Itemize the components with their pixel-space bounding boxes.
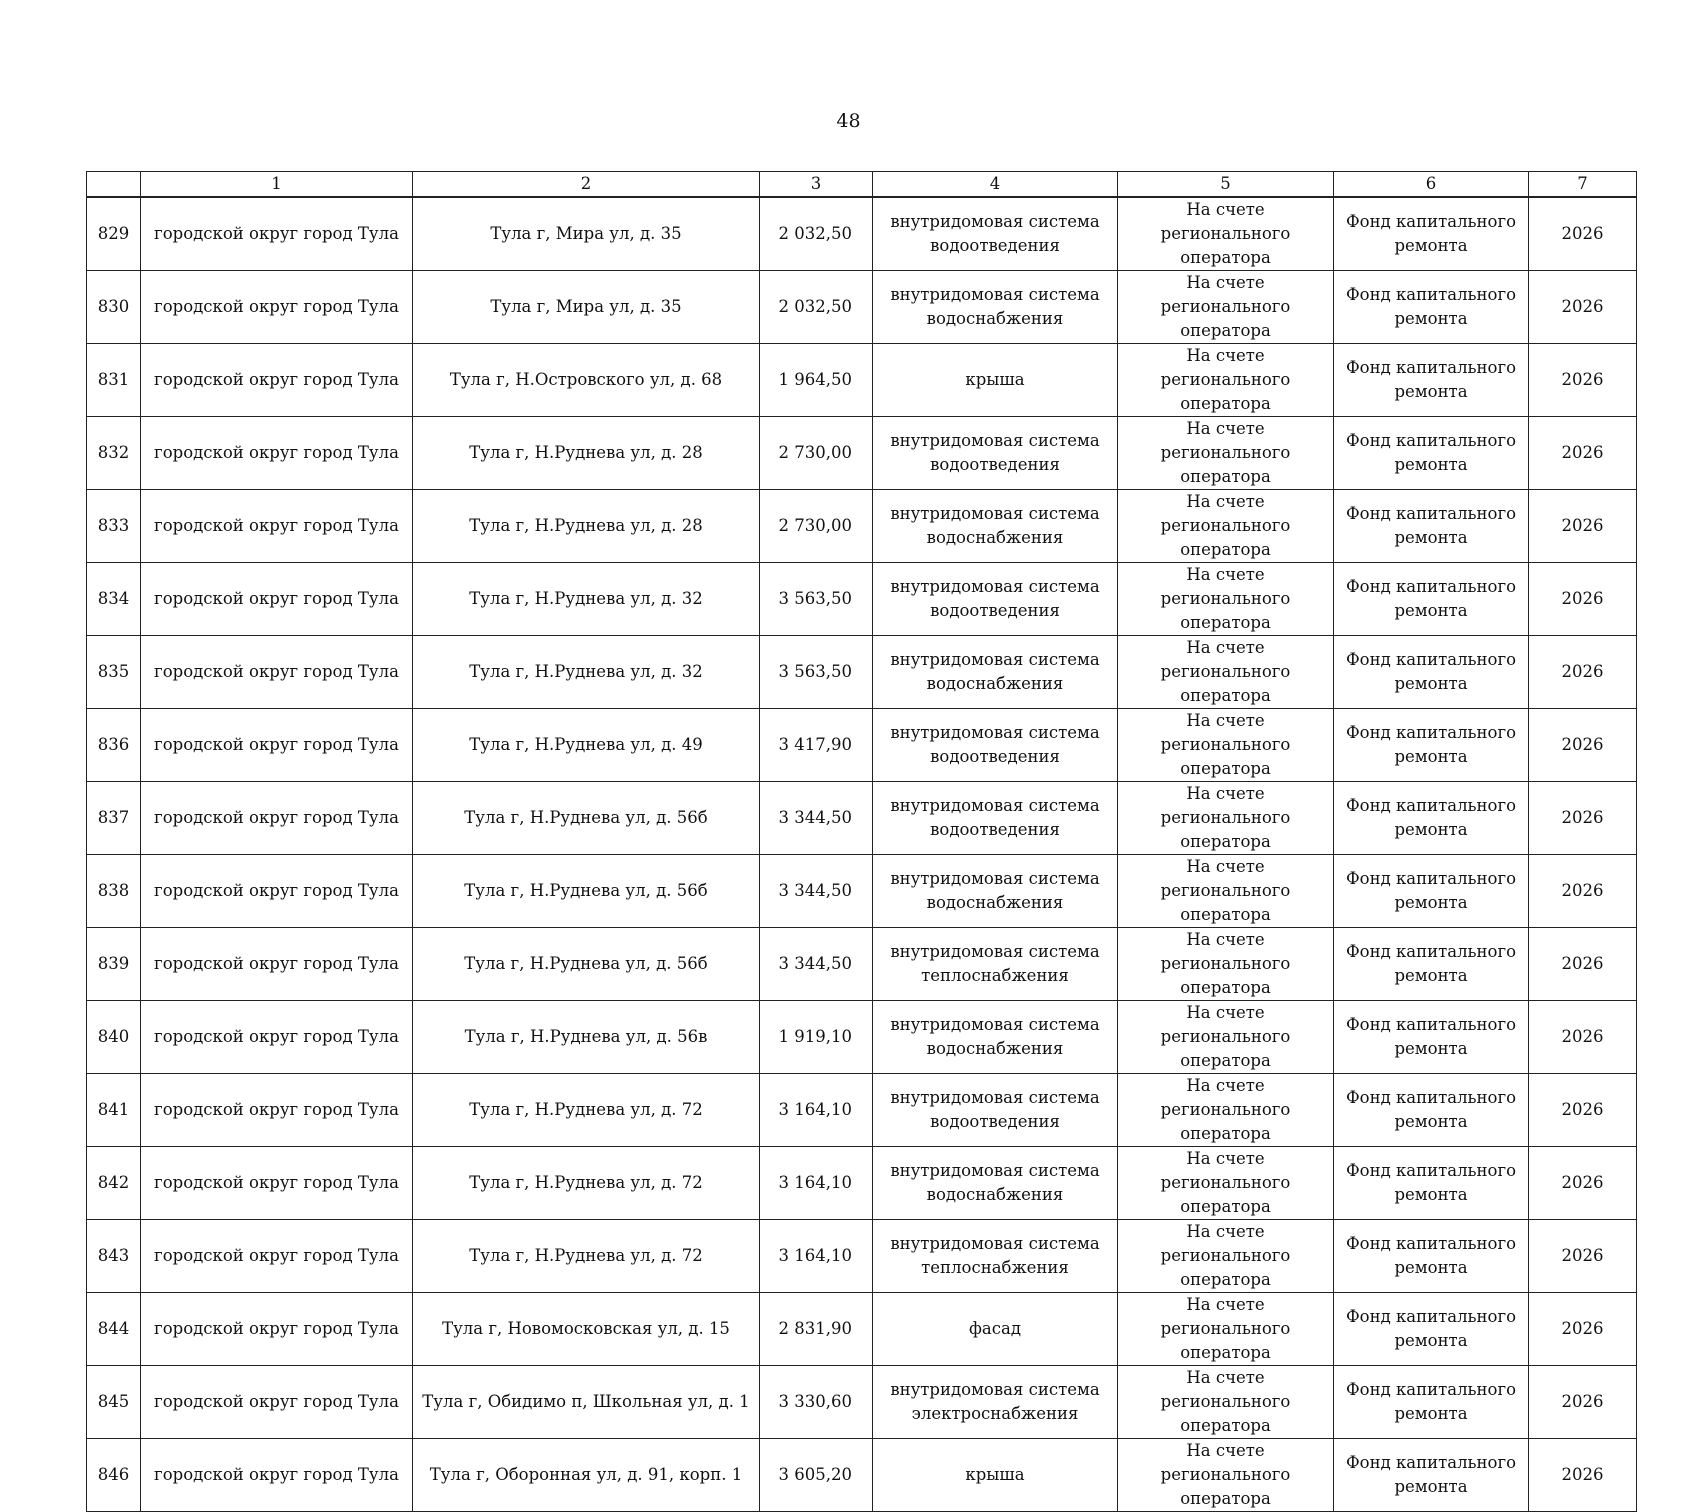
system-cell: крыша xyxy=(873,1439,1118,1512)
fund-cell: Фонд капитального ремонта xyxy=(1334,1147,1529,1220)
column-header: 1 xyxy=(141,172,413,198)
cost-cell: 3 344,50 xyxy=(760,928,873,1001)
table-row xyxy=(87,344,1637,417)
table-row xyxy=(87,563,1637,636)
year-cell: 2026 xyxy=(1529,1001,1637,1074)
cost-cell: 3 330,60 xyxy=(760,1366,873,1439)
account-cell: На счете регионального оператора xyxy=(1118,417,1334,490)
account-cell: На счете регионального оператора xyxy=(1118,1074,1334,1147)
column-header: 6 xyxy=(1334,172,1529,198)
municipality-cell: городской округ город Тула xyxy=(141,271,413,344)
address-cell: Тула г, Оборонная ул, д. 91, корп. 1 xyxy=(413,1439,760,1512)
cost-cell: 3 605,20 xyxy=(760,1439,873,1512)
fund-cell: Фонд капитального ремонта xyxy=(1334,1439,1529,1512)
municipality-cell: городской округ город Тула xyxy=(141,855,413,928)
municipality-cell: городской округ город Тула xyxy=(141,636,413,709)
account-cell: На счете регионального оператора xyxy=(1118,855,1334,928)
table-row xyxy=(87,1147,1637,1220)
row-number-cell: 832 xyxy=(87,417,141,490)
year-cell: 2026 xyxy=(1529,855,1637,928)
municipality-cell: городской округ город Тула xyxy=(141,1439,413,1512)
column-header: 3 xyxy=(760,172,873,198)
table-row xyxy=(87,928,1637,1001)
year-cell: 2026 xyxy=(1529,782,1637,855)
municipality-cell: городской округ город Тула xyxy=(141,1074,413,1147)
address-cell: Тула г, Обидимо п, Школьная ул, д. 1 xyxy=(413,1366,760,1439)
fund-cell: Фонд капитального ремонта xyxy=(1334,1366,1529,1439)
address-cell: Тула г, Н.Руднева ул, д. 28 xyxy=(413,490,760,563)
cost-cell: 1 964,50 xyxy=(760,344,873,417)
row-number-cell: 844 xyxy=(87,1293,141,1366)
year-cell: 2026 xyxy=(1529,1074,1637,1147)
address-cell: Тула г, Н.Руднева ул, д. 72 xyxy=(413,1147,760,1220)
address-cell: Тула г, Н.Руднева ул, д. 28 xyxy=(413,417,760,490)
row-number-cell: 845 xyxy=(87,1366,141,1439)
account-cell: На счете регионального оператора xyxy=(1118,271,1334,344)
table-row xyxy=(87,1220,1637,1293)
account-cell: На счете регионального оператора xyxy=(1118,1220,1334,1293)
account-cell: На счете регионального оператора xyxy=(1118,1366,1334,1439)
fund-cell: Фонд капитального ремонта xyxy=(1334,197,1529,271)
system-cell: внутридомовая система водоснабжения xyxy=(873,636,1118,709)
table-row xyxy=(87,417,1637,490)
system-cell: внутридомовая система водоотведения xyxy=(873,709,1118,782)
address-cell: Тула г, Н.Руднева ул, д. 56в xyxy=(413,1001,760,1074)
fund-cell: Фонд капитального ремонта xyxy=(1334,271,1529,344)
system-cell: внутридомовая система электроснабжения xyxy=(873,1366,1118,1439)
cost-cell: 3 164,10 xyxy=(760,1220,873,1293)
column-header: 4 xyxy=(873,172,1118,198)
year-cell: 2026 xyxy=(1529,197,1637,271)
system-cell: внутридомовая система водоотведения xyxy=(873,1074,1118,1147)
municipality-cell: городской округ город Тула xyxy=(141,1001,413,1074)
column-header: 7 xyxy=(1529,172,1637,198)
account-cell: На счете регионального оператора xyxy=(1118,709,1334,782)
address-cell: Тула г, Н.Руднева ул, д. 32 xyxy=(413,636,760,709)
account-cell: На счете регионального оператора xyxy=(1118,563,1334,636)
system-cell: крыша xyxy=(873,344,1118,417)
fund-cell: Фонд капитального ремонта xyxy=(1334,490,1529,563)
address-cell: Тула г, Н.Руднева ул, д. 56б xyxy=(413,928,760,1001)
row-number-cell: 846 xyxy=(87,1439,141,1512)
account-cell: На счете регионального оператора xyxy=(1118,1439,1334,1512)
account-cell: На счете регионального оператора xyxy=(1118,1147,1334,1220)
fund-cell: Фонд капитального ремонта xyxy=(1334,1074,1529,1147)
municipality-cell: городской округ город Тула xyxy=(141,490,413,563)
cost-cell: 3 164,10 xyxy=(760,1147,873,1220)
row-number-cell: 843 xyxy=(87,1220,141,1293)
municipality-cell: городской округ город Тула xyxy=(141,709,413,782)
row-number-cell: 840 xyxy=(87,1001,141,1074)
account-cell: На счете регионального оператора xyxy=(1118,928,1334,1001)
table-row xyxy=(87,855,1637,928)
address-cell: Тула г, Н.Руднева ул, д. 56б xyxy=(413,855,760,928)
table-row xyxy=(87,1439,1637,1512)
cost-cell: 2 730,00 xyxy=(760,417,873,490)
system-cell: внутридомовая система водоотведения xyxy=(873,417,1118,490)
cost-cell: 3 417,90 xyxy=(760,709,873,782)
address-cell: Тула г, Н.Руднева ул, д. 56б xyxy=(413,782,760,855)
cost-cell: 3 344,50 xyxy=(760,782,873,855)
fund-cell: Фонд капитального ремонта xyxy=(1334,563,1529,636)
system-cell: внутридомовая система водоснабжения xyxy=(873,855,1118,928)
municipality-cell: городской округ город Тула xyxy=(141,563,413,636)
year-cell: 2026 xyxy=(1529,490,1637,563)
system-cell: внутридомовая система водоснабжения xyxy=(873,271,1118,344)
row-number-cell: 829 xyxy=(87,197,141,271)
row-number-cell: 836 xyxy=(87,709,141,782)
year-cell: 2026 xyxy=(1529,709,1637,782)
fund-cell: Фонд капитального ремонта xyxy=(1334,855,1529,928)
row-number-cell: 833 xyxy=(87,490,141,563)
account-cell: На счете регионального оператора xyxy=(1118,490,1334,563)
cost-cell: 3 563,50 xyxy=(760,636,873,709)
cost-cell: 3 563,50 xyxy=(760,563,873,636)
address-cell: Тула г, Н.Руднева ул, д. 32 xyxy=(413,563,760,636)
cost-cell: 2 032,50 xyxy=(760,271,873,344)
year-cell: 2026 xyxy=(1529,1220,1637,1293)
table-header-row xyxy=(87,172,1637,198)
system-cell: внутридомовая система водоснабжения xyxy=(873,490,1118,563)
year-cell: 2026 xyxy=(1529,1147,1637,1220)
address-cell: Тула г, Н.Руднева ул, д. 72 xyxy=(413,1220,760,1293)
system-cell: внутридомовая система водоснабжения xyxy=(873,1001,1118,1074)
account-cell: На счете регионального оператора xyxy=(1118,197,1334,271)
year-cell: 2026 xyxy=(1529,928,1637,1001)
row-number-cell: 834 xyxy=(87,563,141,636)
row-number-cell: 838 xyxy=(87,855,141,928)
year-cell: 2026 xyxy=(1529,636,1637,709)
table-row xyxy=(87,1366,1637,1439)
column-header: 2 xyxy=(413,172,760,198)
table-row xyxy=(87,271,1637,344)
account-cell: На счете регионального оператора xyxy=(1118,1293,1334,1366)
table-row xyxy=(87,1001,1637,1074)
address-cell: Тула г, Мира ул, д. 35 xyxy=(413,271,760,344)
account-cell: На счете регионального оператора xyxy=(1118,1001,1334,1074)
system-cell: внутридомовая система водоотведения xyxy=(873,563,1118,636)
municipality-cell: городской округ город Тула xyxy=(141,782,413,855)
capital-repair-table xyxy=(86,171,1637,1512)
table-row xyxy=(87,197,1637,271)
fund-cell: Фонд капитального ремонта xyxy=(1334,782,1529,855)
municipality-cell: городской округ город Тула xyxy=(141,1366,413,1439)
system-cell: внутридомовая система водоснабжения xyxy=(873,1147,1118,1220)
year-cell: 2026 xyxy=(1529,563,1637,636)
system-cell: внутридомовая система водоотведения xyxy=(873,197,1118,271)
account-cell: На счете регионального оператора xyxy=(1118,344,1334,417)
address-cell: Тула г, Н.Руднева ул, д. 72 xyxy=(413,1074,760,1147)
column-header xyxy=(87,172,141,198)
page-number: 48 xyxy=(836,110,861,132)
cost-cell: 3 164,10 xyxy=(760,1074,873,1147)
address-cell: Тула г, Н.Руднева ул, д. 49 xyxy=(413,709,760,782)
table-row xyxy=(87,1293,1637,1366)
cost-cell: 2 831,90 xyxy=(760,1293,873,1366)
municipality-cell: городской округ город Тула xyxy=(141,928,413,1001)
row-number-cell: 830 xyxy=(87,271,141,344)
column-header: 5 xyxy=(1118,172,1334,198)
fund-cell: Фонд капитального ремонта xyxy=(1334,1001,1529,1074)
municipality-cell: городской округ город Тула xyxy=(141,1220,413,1293)
municipality-cell: городской округ город Тула xyxy=(141,1147,413,1220)
row-number-cell: 842 xyxy=(87,1147,141,1220)
address-cell: Тула г, Мира ул, д. 35 xyxy=(413,197,760,271)
cost-cell: 3 344,50 xyxy=(760,855,873,928)
account-cell: На счете регионального оператора xyxy=(1118,782,1334,855)
system-cell: внутридомовая система теплоснабжения xyxy=(873,928,1118,1001)
municipality-cell: городской округ город Тула xyxy=(141,344,413,417)
row-number-cell: 837 xyxy=(87,782,141,855)
address-cell: Тула г, Н.Островского ул, д. 68 xyxy=(413,344,760,417)
table-row xyxy=(87,1074,1637,1147)
cost-cell: 2 730,00 xyxy=(760,490,873,563)
fund-cell: Фонд капитального ремонта xyxy=(1334,636,1529,709)
table-row xyxy=(87,782,1637,855)
cost-cell: 1 919,10 xyxy=(760,1001,873,1074)
year-cell: 2026 xyxy=(1529,417,1637,490)
address-cell: Тула г, Новомосковская ул, д. 15 xyxy=(413,1293,760,1366)
fund-cell: Фонд капитального ремонта xyxy=(1334,709,1529,782)
year-cell: 2026 xyxy=(1529,344,1637,417)
year-cell: 2026 xyxy=(1529,1366,1637,1439)
row-number-cell: 841 xyxy=(87,1074,141,1147)
row-number-cell: 831 xyxy=(87,344,141,417)
table-row xyxy=(87,490,1637,563)
municipality-cell: городской округ город Тула xyxy=(141,197,413,271)
fund-cell: Фонд капитального ремонта xyxy=(1334,1293,1529,1366)
cost-cell: 2 032,50 xyxy=(760,197,873,271)
table-row xyxy=(87,709,1637,782)
table-row xyxy=(87,636,1637,709)
row-number-cell: 839 xyxy=(87,928,141,1001)
municipality-cell: городской округ город Тула xyxy=(141,1293,413,1366)
fund-cell: Фонд капитального ремонта xyxy=(1334,1220,1529,1293)
system-cell: внутридомовая система водоотведения xyxy=(873,782,1118,855)
year-cell: 2026 xyxy=(1529,1293,1637,1366)
row-number-cell: 835 xyxy=(87,636,141,709)
year-cell: 2026 xyxy=(1529,1439,1637,1512)
system-cell: внутридомовая система теплоснабжения xyxy=(873,1220,1118,1293)
account-cell: На счете регионального оператора xyxy=(1118,636,1334,709)
system-cell: фасад xyxy=(873,1293,1118,1366)
fund-cell: Фонд капитального ремонта xyxy=(1334,928,1529,1001)
fund-cell: Фонд капитального ремонта xyxy=(1334,344,1529,417)
municipality-cell: городской округ город Тула xyxy=(141,417,413,490)
year-cell: 2026 xyxy=(1529,271,1637,344)
fund-cell: Фонд капитального ремонта xyxy=(1334,417,1529,490)
